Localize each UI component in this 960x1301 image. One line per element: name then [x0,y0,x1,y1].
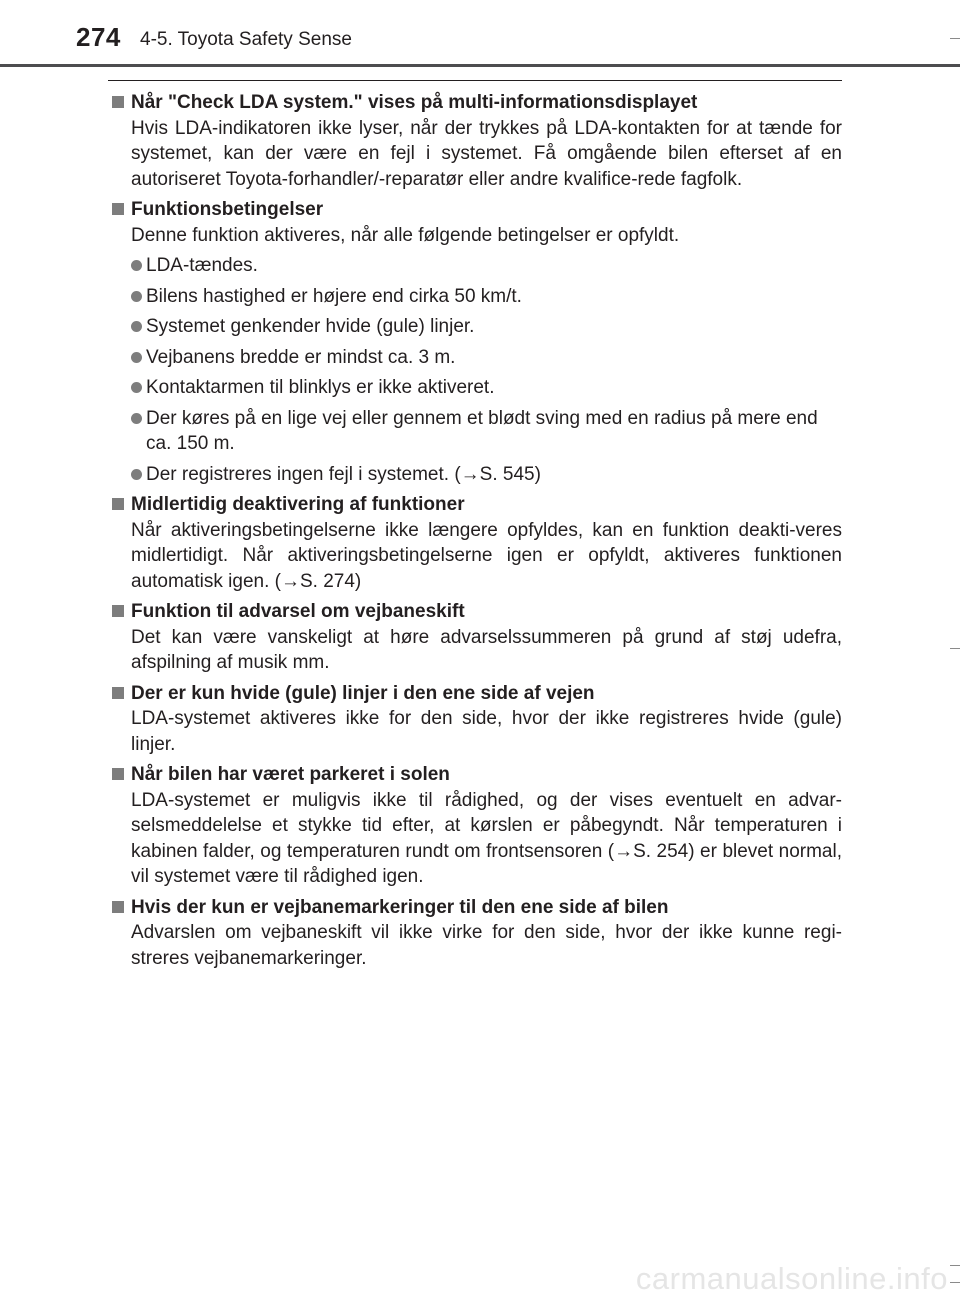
square-bullet-icon [112,687,124,699]
section-funktionsbetingelser [108,197,842,487]
section-heading-text: Funktionsbetingelser [131,199,324,220]
page-number: 274 [76,22,121,52]
section-parkeret-i-solen [108,762,842,890]
paragraph: Det kan være vanskeligt at høre advarselssummeren på grund af støj udefra, afspilning af musik mm. [131,626,842,673]
conditions-list [108,253,842,487]
paragraph: Hvis LDA-indikatoren ikke lyser, når der trykkes på LDA-kontakten for at tænde for systemet, kan der være en fejl i systemet. Få omgående bilen efterset af en autoriseret Toyota-forhandler/-reparatør eller andre kvalifice-rede fagfolk. [131,117,842,190]
header-rule [0,64,960,67]
section-heading [108,197,842,223]
section-check-lda [108,90,842,192]
square-bullet-icon [112,605,124,617]
square-bullet-icon [112,203,124,215]
watermark: carmanualsonline.info [635,1261,948,1296]
section-heading-text: Når bilen har været parkeret i solen [131,764,450,785]
list-item-text: Vejbanens bredde er mindst ca. 3 m. [146,346,456,368]
round-bullet-icon [131,382,142,393]
trim-mark-bottom-right-1 [950,1265,960,1266]
list-item-text: Kontaktarmen til blinklys er ikke aktiveret. [146,377,495,398]
list-item [108,253,842,279]
section-heading-text: Funktion til advarsel om vejbaneskift [131,601,465,622]
paragraph: Denne funktion aktiveres, når alle følgende betingelser er opfyldt. [131,224,680,246]
paragraph: Når aktiveringsbetingelserne ikke længere opfyldes, kan en funktion deakti-veres midlertidigt. Når aktiveringsbetingelserne igen er opfyldt, aktiveres funktionen automatisk igen. (→S. 274) [131,519,842,592]
list-item-text: Bilens hastighed er højere end cirka 50 km/t. [146,285,522,307]
round-bullet-icon [131,260,142,271]
content-body [108,90,842,976]
square-bullet-icon [112,768,124,780]
list-item [108,314,842,340]
square-bullet-icon [112,498,124,510]
section-linjer-ene-side [108,681,842,758]
square-bullet-icon [112,901,124,913]
round-bullet-icon [131,291,142,302]
trim-mark-top-right [950,38,960,39]
section-heading-text: Midlertidig deaktivering af funktioner [131,494,465,515]
section-heading [108,895,842,921]
trim-mark-bottom-right-2 [950,1282,960,1283]
list-item [108,462,842,488]
list-item-text: Der køres på en lige vej eller gennem et blødt sving med en radius på mere end ca. 150 m. [146,407,818,454]
section-midlertidig-deaktivering [108,492,842,594]
square-bullet-icon [112,96,124,108]
list-item [108,284,842,310]
list-item [108,406,842,457]
paragraph: LDA-systemet er muligvis ikke til rådighed, og der vises eventuelt en advar-selsmeddelelse et stykke tid efter, at kørslen er påbegyndt. Når temperaturen i kabinen falder, og temperaturen rundt om frontsensoren (→S. 254) er blevet normal, vil systemet være til rådighed igen. [131,789,842,887]
list-item [108,375,842,401]
paragraph: Advarslen om vejbaneskift vil ikke virke for den side, hvor der ikke kunne regi-streres vejbanemarkeringer. [131,922,842,969]
list-item-text: LDA-tændes. [146,255,258,276]
section-heading [108,681,842,707]
section-vejbanemarkeringer-ene-side [108,895,842,972]
round-bullet-icon [131,469,142,480]
top-rule [108,80,842,81]
list-item [108,345,842,371]
section-heading [108,599,842,625]
section-heading [108,90,842,116]
section-heading-text: Der er kun hvide (gule) linjer i den ene side af vejen [131,682,595,704]
round-bullet-icon [131,321,142,332]
paragraph: LDA-systemet aktiveres ikke for den side, hvor der ikke registreres hvide (gule) linjer. [131,708,842,755]
section-heading [108,762,842,788]
section-advarsel-vejbaneskift [108,599,842,676]
section-title: 4-5. Toyota Safety Sense [140,29,352,50]
round-bullet-icon [131,352,142,363]
list-item-text: Systemet genkender hvide (gule) linjer. [146,316,475,337]
round-bullet-icon [131,413,142,424]
section-heading [108,492,842,518]
trim-mark-mid-right [950,648,960,649]
list-item-text: Der registreres ingen fejl i systemet. (→S. 545) [146,463,541,485]
section-heading-text: Når "Check LDA system." vises på multi-informationsdisplayet [131,92,698,113]
section-heading-text: Hvis der kun er vejbanemarkeringer til den ene side af bilen [131,896,669,918]
